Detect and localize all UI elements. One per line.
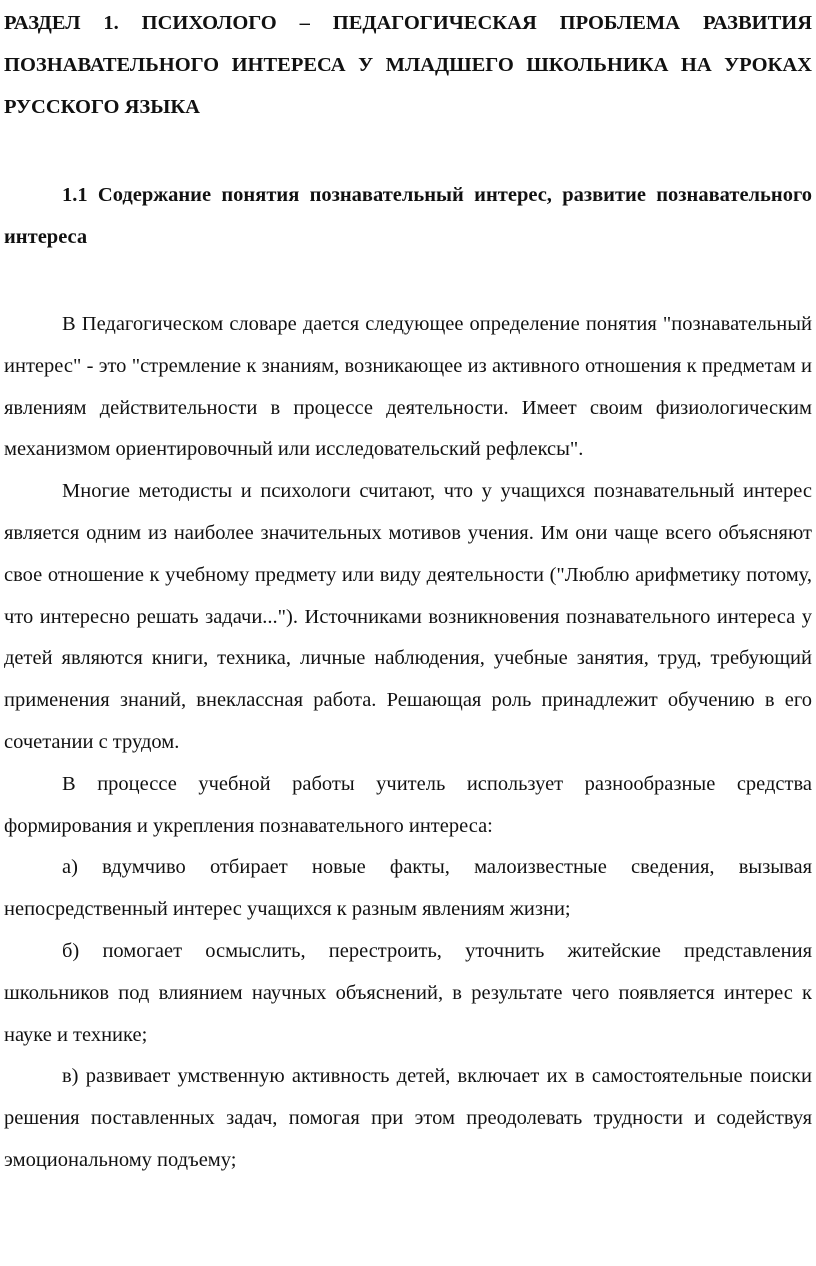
paragraph-teacher-means: В процессе учебной работы учитель использует разнообразные средства формирования и укрепления познавательного интереса: (4, 772, 812, 837)
list-item-a: а) вдумчиво отбирает новые факты, малоизвестные сведения, вызывая непосредственный интерес учащихся к разным явлениям жизни; (4, 856, 812, 921)
list-item-v: в) развивает умственную активность детей, включает их в самостоятельные поиски решения поставленных задач, помогая при этом преодолевать трудности и содействуя эмоциональному подъему; (4, 1065, 812, 1171)
list-item-b: б) помогает осмыслить, перестроить, уточнить житейские представления школьников под влиянием научных объяснений, в результате чего появляется интерес к науке и технике; (4, 939, 812, 1046)
document-page (4, 0, 812, 1182)
section-title: РАЗДЕЛ 1. ПСИХОЛОГО – ПЕДАГОГИЧЕСКАЯ ПРОБЛЕМА РАЗВИТИЯ ПОЗНАВАТЕЛЬНОГО ИНТЕРЕСА У МЛАДШЕГО ШКОЛЬНИКА НА УРОКАХ РУССКОГО ЯЗЫКА (4, 12, 812, 118)
paragraph-motives: Многие методисты и психологи считают, что у учащихся познавательный интерес является одним из наиболее значительных мотивов учения. Им они чаще всего объясняют свое отношение к учебному предмету или виду деятельности ("Люблю арифметику потому, что интересно решать задачи..."). Источниками возникновения познавательного интереса у детей являются книги, техника, личные наблюдения, учебные занятия, труд, требующий применения знаний, внеклассная работа. Решающая роль принадлежит обучению в его сочетании с трудом. (4, 480, 812, 753)
paragraph-definition: В Педагогическом словаре дается следующее определение понятия "познавательный интерес" - это "стремление к знаниям, возникающее из активного отношения к предметам и явлениям действительности в процессе деятельности. Имеет своим физиологическим механизмом ориентировочный или исследовательский рефлексы". (4, 313, 812, 461)
subsection-title: 1.1 Содержание понятия познавательный интерес, развитие познавательного интереса (4, 184, 812, 248)
